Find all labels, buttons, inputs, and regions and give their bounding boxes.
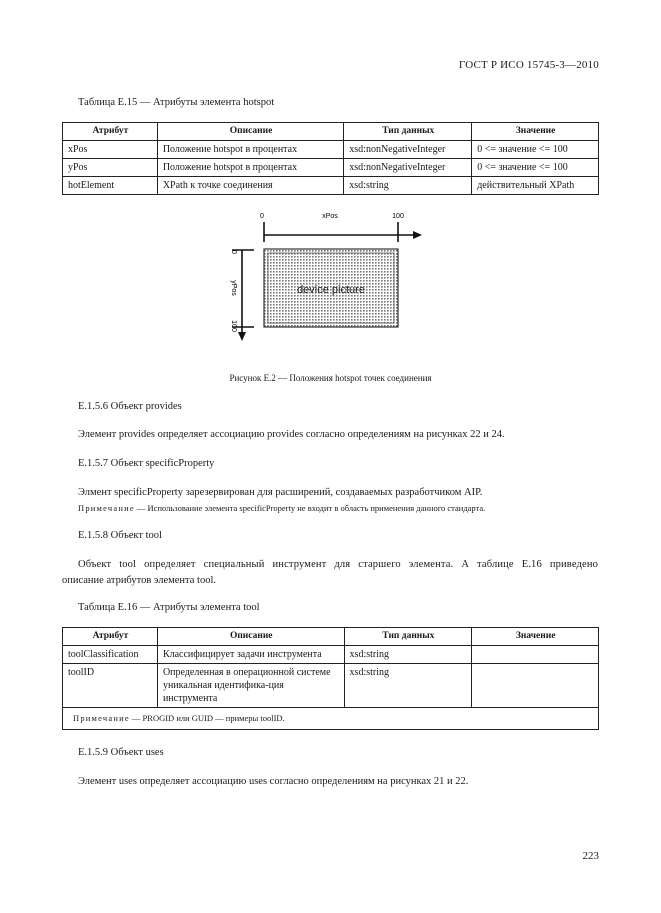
table-cell: toolClassification [63,646,158,664]
x-axis-arrowhead [413,231,422,239]
table-cell: Классифицирует задачи инструмента [157,646,344,664]
note-label: Примечание [73,713,130,723]
section-heading: Е.1.5.9 Объект uses [78,747,164,758]
table-cell: Определенная в операционной системе уникальная идентифика-ция инструмента [157,664,344,708]
table-row [63,177,599,195]
hotspot-position-figure [210,208,440,348]
table-row [63,159,599,177]
table-15-caption: Таблица Е.15 — Атрибуты элемента hotspot [78,97,275,108]
table-cell: yPos [63,159,158,177]
table-header-row [63,123,599,141]
table-cell: xPos [63,141,158,159]
column-header: Тип данных [344,123,472,141]
table-cell: toolID [63,664,158,708]
column-header: Значение [472,123,599,141]
table-row [63,646,599,664]
table-cell [472,664,599,708]
table-cell: Положение hotspot в процентах [157,159,343,177]
table-cell: xsd:string [344,177,472,195]
device-picture-label: device picture [297,284,365,296]
column-header: Тип данных [344,628,472,646]
table-cell: XPath к точке соединения [157,177,343,195]
paragraph: Элемент provides определяет ассоциацию provides согласно определениям на рисунках 22 и 24. [78,429,505,440]
paragraph: Элемент uses определяет ассоциацию uses согласно определениям на рисунках 21 и 22. [78,776,469,787]
note-label: Примечание [78,503,135,513]
table-cell: hotElement [63,177,158,195]
table-row [63,664,599,708]
document-header: ГОСТ Р ИСО 15745-3—2010 [458,59,599,71]
table-cell [472,646,599,664]
note-text: — PROGID или GUID — примеры toolID. [129,713,285,723]
table-16-caption: Таблица Е.16 — Атрибуты элемента tool [78,602,260,613]
x-axis-end-label: 100 [392,213,404,220]
table-15 [62,122,599,195]
table-note [63,708,599,730]
table-cell: действительный XPath [472,177,599,195]
table-note-row [63,708,599,730]
paragraph: Элмент specificProperty зарезервирован для расширений, создаваемых разработчиком AIP. [78,487,483,498]
column-header: Атрибут [63,123,158,141]
figure-caption: Рисунок Е.2 — Положения hotspot точек соединения [229,373,432,383]
paragraph-line: описание атрибутов элемента tool. [62,575,217,586]
note [78,503,485,513]
table-cell: xsd:nonNegativeInteger [344,141,472,159]
section-heading: Е.1.5.6 Объект provides [78,401,182,412]
table-cell: Положение hotspot в процентах [157,141,343,159]
y-axis-label: yPos [230,280,237,296]
table-row [63,141,599,159]
table-header-row [63,628,599,646]
page-number: 223 [582,850,599,862]
x-axis-start-label: 0 [260,213,264,220]
note-text: — Использование элемента specificProperty не входит в область применения данного стандарта. [134,503,486,513]
section-heading: Е.1.5.7 Объект specificProperty [78,458,215,469]
y-axis-end-label: 100 [230,320,237,332]
y-axis-start-label: 0 [230,250,237,254]
column-header: Значение [472,628,599,646]
table-cell: xsd:string [344,646,472,664]
x-axis-label: xPos [322,213,338,220]
y-axis-arrowhead [238,332,246,341]
column-header: Атрибут [63,628,158,646]
section-heading: Е.1.5.8 Объект tool [78,530,162,541]
paragraph-line: Объект tool определяет специальный инструмент для старшего элемента. А таблице Е.16 приведено [78,559,598,570]
table-16 [62,627,599,730]
table-cell: xsd:nonNegativeInteger [344,159,472,177]
column-header: Описание [157,123,343,141]
column-header: Описание [157,628,344,646]
table-cell: xsd:string [344,664,472,708]
table-cell: 0 <= значение <= 100 [472,141,599,159]
table-cell: 0 <= значение <= 100 [472,159,599,177]
